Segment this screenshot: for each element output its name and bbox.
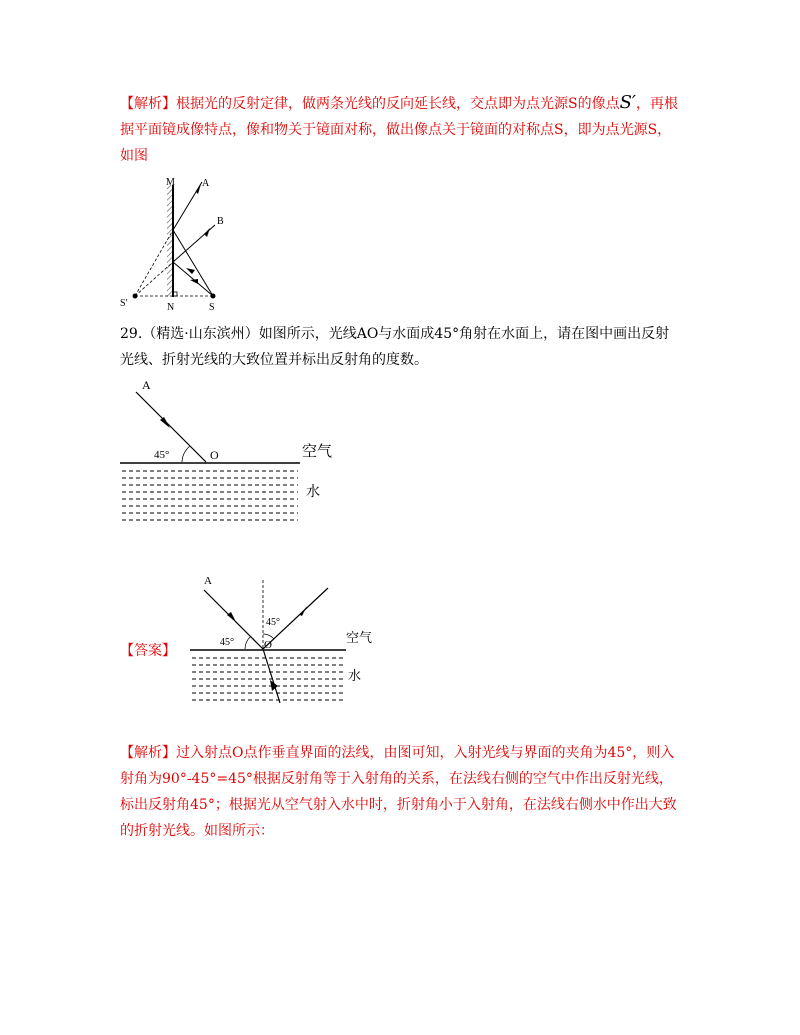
label-n: N	[167, 302, 175, 313]
label-a: A	[142, 378, 151, 392]
label-s: S	[209, 302, 215, 313]
question-source: （精选·山东滨州）	[142, 326, 259, 342]
analysis-1	[120, 90, 680, 169]
label-m: M	[166, 177, 175, 188]
reflected-arrow	[300, 606, 307, 616]
question-text: 如图所示，光线AO与水面成45°角射在水面上，请在图中画出反射光线、折射光线的大致位置并标出反射角的度数。	[120, 326, 670, 368]
incident-ray-1	[173, 230, 213, 296]
angle-arc	[182, 446, 190, 462]
water-dashes	[122, 471, 298, 520]
analysis-text-after: ，再根据平面镜成像特点，像和物关于镜面对称，做出像点关于镜面的对称点S，即为点光源S，如图	[120, 96, 679, 164]
label-o: O	[264, 639, 272, 651]
analysis-tag: 【解析】	[120, 96, 176, 112]
analysis-text-before: 根据光的反射定律，做两条光线的反向延长线，交点即为点光源S的像点	[176, 96, 620, 112]
analysis-text: 过入射点O点作垂直界面的法线，由图可知，入射光线与界面的夹角为45°，则入射角为90°-45°=45°根据反射角等于入射角的关系，在法线右侧的空气中作出反射光线，标出反射角45°；根据光从空气射入水中时，折射角小于入射角，在法线右侧水中作出大致的折射光线。如图所示：	[120, 745, 677, 839]
incident-ray-2	[173, 262, 213, 296]
label-s-prime: S′	[120, 298, 128, 309]
image-point-label: S′	[619, 92, 637, 113]
arrow-b	[204, 228, 210, 237]
label-water: 水	[306, 485, 320, 500]
label-b: B	[217, 216, 224, 227]
answer-figure	[188, 570, 378, 710]
label-water: 水	[348, 668, 362, 683]
refracted-ray	[263, 649, 280, 703]
analysis-2	[120, 740, 680, 844]
arrow-incident-2	[190, 279, 198, 284]
incident-angle-label: 45°	[220, 637, 234, 648]
arrow-a	[196, 184, 201, 194]
question-number: 29.	[120, 326, 143, 342]
label-air: 空气	[302, 444, 333, 460]
incident-ray-ao	[136, 392, 206, 462]
incident-arrow	[160, 417, 170, 428]
arrow-incident-1	[186, 268, 195, 274]
reflect-angle-label: 45°	[266, 617, 280, 628]
label-a: A	[204, 575, 212, 587]
image-point	[133, 294, 138, 299]
label-air: 空气	[346, 630, 373, 645]
reflected-ray-a	[173, 182, 202, 230]
analysis-tag: 【解析】	[120, 745, 176, 761]
answer-tag: 【答案】	[120, 643, 176, 659]
label-o: O	[210, 448, 219, 462]
source-point	[211, 294, 216, 299]
angle-label: 45°	[154, 449, 170, 461]
incident-angle-arc	[245, 636, 251, 649]
question-29	[120, 321, 680, 373]
incident-arrow	[227, 612, 236, 622]
mirror-reflection-figure	[112, 170, 242, 315]
label-a: A	[202, 178, 210, 189]
question-figure	[118, 372, 348, 527]
